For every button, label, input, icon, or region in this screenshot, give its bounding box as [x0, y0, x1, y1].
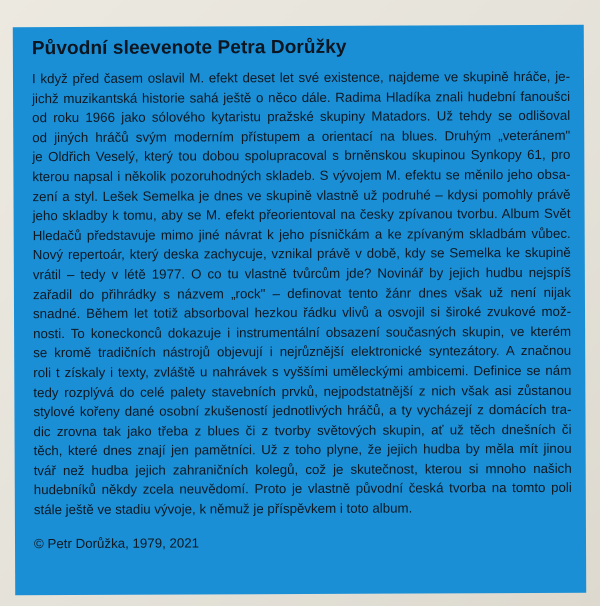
text-line: kterou napsal i několik pozoruhodných skladeb. S vývojem M. efektu se měnilo jeho obsa- — [32, 166, 571, 185]
text-line: stylové kořeny dané osobní zkušeností jednotlivých hráčů, a ty vycházejí z domácích tra- — [33, 401, 572, 420]
text-line: hudebníků někdy zcela neuvědomí. Proto je vlastně původní česká tvorba na tomto poli — [33, 480, 572, 498]
text-line: Hledačů představuje mimo jiné návrat k jeho písničkám a ke zpívaným skladbám vůbec. — [32, 225, 571, 243]
text-line: tedy rozplývá do celé palety stavebních prvků, nejpodstatnější z nich však asi zůstanou — [33, 382, 572, 400]
text-line: od jiných hráčů svým moderním přístupem a orientací na blues. Druhým „veteránem" — [32, 127, 571, 145]
text-line: zařadil do přihrádky s názvem „rock" – definovat tento žánr dnes však už není nijak — [32, 284, 571, 302]
text-line: jichž muzikantská historie sahá ještě o něco dále. Radima Hladíka znali hudební fanoušci — [32, 88, 571, 106]
sleevenote-body — [32, 67, 572, 520]
text-line: se kromě tradičních nástrojů objevují i nejrůznější elektronické syntezátory. A značnou — [33, 343, 572, 361]
sleevenote-title: Původní sleevenote Petra Dorůžky — [31, 36, 347, 60]
text-line: od roku 1966 jako sólového kytaristu pražské skupiny Matadors. Už tehdy se odlišoval — [32, 108, 571, 126]
text-line: roli t získaly i texty, zvláště u nahrávek s vyššími uměleckými ambicemi. Definice se nám — [33, 362, 572, 381]
text-line: jeho skladby k tomu, aby se M. efekt přeorientoval na česky zpívanou tvorbu. Album Svět — [32, 205, 571, 224]
text-line: snadné. Během let totiž absorboval hezkou řádku vlivů a osvojil si široké zvukové mož- — [32, 303, 572, 322]
text-line-last: stále ještě ve stadiu vývoje, k němuž je příspěvkem i toto album. — [33, 500, 413, 518]
copyright-line: © Petr Dorůžka, 1979, 2021 — [33, 535, 200, 551]
text-line: zení a styl. Lešek Semelka je dnes ve skupině vlastně už podruhé – kdysi pomohly právě — [32, 186, 571, 204]
text-line: vrátil – tedy v létě 1977. O co tu vlastně tvůrcům jde? Novinář by jejich hudbu nejspíš — [32, 264, 571, 283]
text-line: Nový repertoár, který deska zachycuje, vznikal právě v době, kdy se Semelka ke skupině — [32, 245, 571, 263]
text-line: tvář než hudba jejich zahraničních kolegů, což je skutečnost, kterou si mnoho našich — [33, 460, 572, 479]
text-line: nosti. To koneckonců dokazuje i instrumentální obsazení současných skupin, ve kterém — [33, 323, 572, 341]
text-line: je Oldřich Veselý, který tou dobou spolupracoval s brněnskou skupinou Synkopy 61, pro — [32, 147, 571, 165]
text-line: dic zrovna tak jako třeba z blues či z tvorby světových skupin, ať už těch dnešních či — [33, 421, 572, 439]
sleevenote-panel — [13, 25, 586, 595]
text-line: I když před časem oslavil M. efekt deset let své existence, najdeme ve skupině hráče, je- — [31, 68, 571, 87]
text-line: těch, které dnes znají jen pamětníci. Už z toho plyne, že jejich hudba by měla mít jinou — [33, 441, 572, 459]
